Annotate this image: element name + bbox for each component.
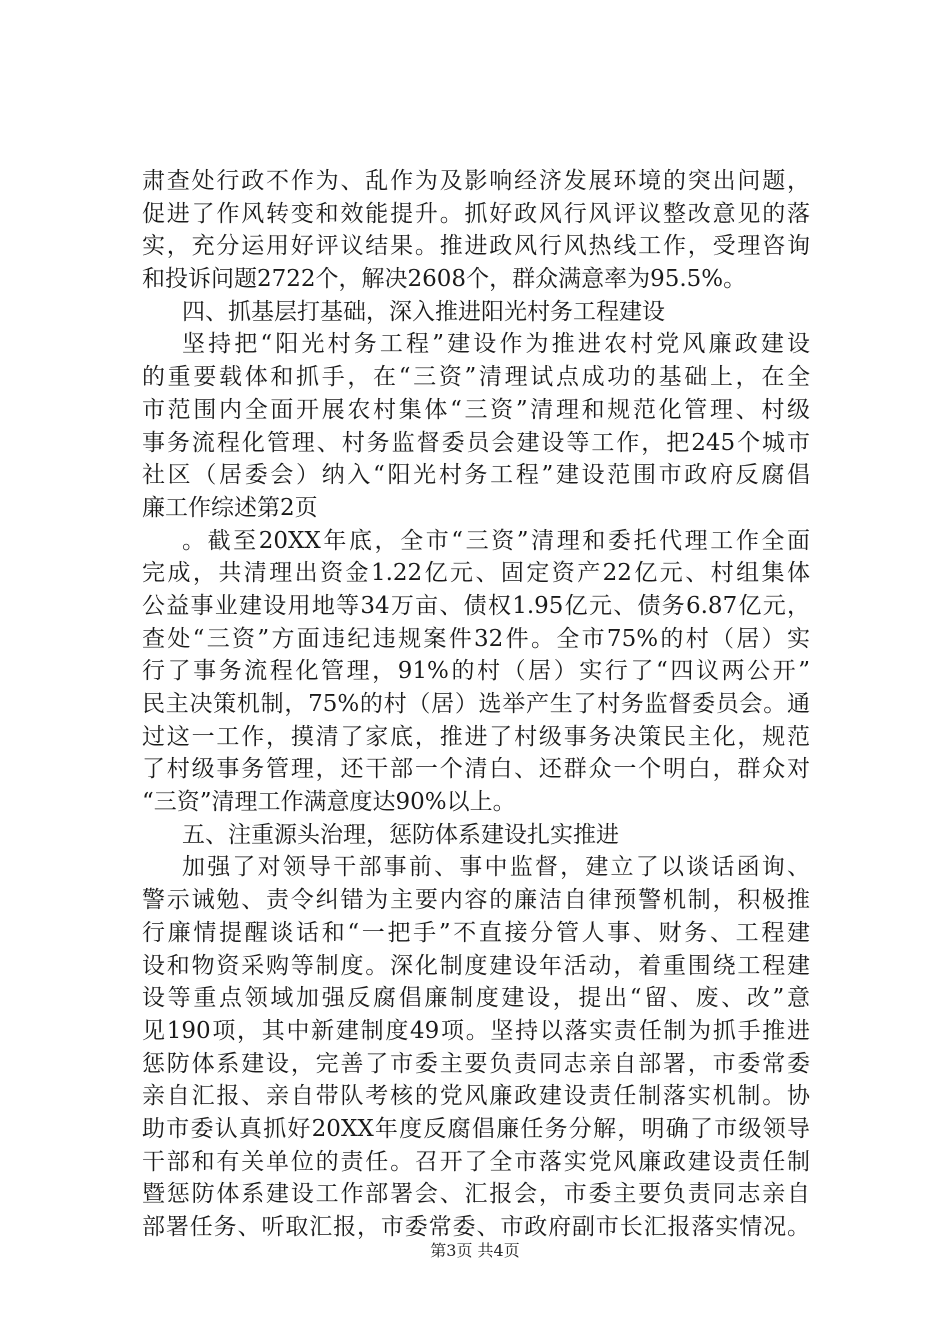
text-line-29: 亲自汇报、亲自带队考核的党风廉政建设责任制落实机制。协 bbox=[142, 1083, 810, 1110]
text-line-31: 干部和有关单位的责任。召开了全市落实党风廉政建设责任制 bbox=[142, 1148, 810, 1175]
text-line-22: 加强了对领导干部事前、事中监督，建立了以谈话函询、 bbox=[182, 854, 810, 881]
text-line-33: 部署任务、听取汇报，市委常委、市政府副市长汇报落实情况。 bbox=[142, 1214, 810, 1240]
text-line-11: 廉工作综述第2页 bbox=[142, 494, 318, 521]
text-line-6: 坚持把“阳光村务工程”建设作为推进农村党风廉政建设 bbox=[182, 331, 810, 358]
text-line-27: 见190项，其中新建制度49项。坚持以落实责任制为抓手推进 bbox=[142, 1017, 810, 1044]
text-line-4: 和投诉问题2722个，解决2608个，群众满意率为95.5%。 bbox=[142, 266, 747, 293]
text-line-17: 民主决策机制，75%的村（居）选举产生了村务监督委员会。通 bbox=[142, 691, 810, 717]
text-line-9: 事务流程化管理、村务监督委员会建设等工作，把245个城市 bbox=[142, 429, 810, 456]
text-line-2: 促进了作风转变和效能提升。抓好政风行风评议整改意见的落 bbox=[142, 200, 810, 227]
text-line-12: 。截至20XX年底，全市“三资”清理和委托代理工作全面 bbox=[182, 527, 810, 554]
text-line-26: 设等重点领域加强反腐倡廉制度建设，提出“留、废、改”意 bbox=[142, 985, 810, 1012]
text-line-24: 行廉情提醒谈话和“一把手”不直接分管人事、财务、工程建 bbox=[142, 919, 810, 946]
text-line-15: 查处“三资”方面违纪违规案件32件。全市75%的村（居）实 bbox=[142, 625, 810, 652]
page-footer: 第3页 共4页 bbox=[430, 1241, 520, 1260]
text-line-14: 公益事业建设用地等34万亩、债权1.95亿元、债务6.87亿元， bbox=[142, 592, 810, 619]
text-line-3: 实，充分运用好评议结果。推进政风行风热线工作，受理咨询 bbox=[142, 233, 810, 260]
text-line-32: 暨惩防体系建设工作部署会、汇报会，市委主要负责同志亲自 bbox=[142, 1181, 810, 1208]
text-line-23: 警示诫勉、责令纠错为主要内容的廉洁自律预警机制，积极推 bbox=[142, 887, 810, 914]
text-line-18: 过这一工作，摸清了家底，推进了村级事务决策民主化，规范 bbox=[142, 723, 810, 750]
text-line-13: 完成，共清理出资金1.22亿元、固定资产22亿元、村组集体 bbox=[142, 560, 810, 587]
text-line-7: 的重要载体和抓手，在“三资”清理试点成功的基础上，在全 bbox=[142, 364, 810, 391]
text-line-28: 惩防体系建设，完善了市委主要负责同志亲自部署，市委常委 bbox=[142, 1050, 810, 1077]
text-line-20: “三资”清理工作满意度达90%以上。 bbox=[142, 789, 516, 816]
text-line-1: 肃查处行政不作为、乱作为及影响经济发展环境的突出问题， bbox=[142, 168, 810, 194]
text-line-10: 社区（居委会）纳入“阳光村务工程”建设范围市政府反腐倡 bbox=[142, 462, 810, 489]
text-line-16: 行了事务流程化管理，91%的村（居）实行了“四议两公开” bbox=[142, 658, 810, 685]
text-line-25: 设和物资采购等制度。深化制度建设年活动，着重围绕工程建 bbox=[142, 952, 810, 979]
section-heading-5: 五、注重源头治理，惩防体系建设扎实推进 bbox=[182, 821, 619, 848]
document-body bbox=[142, 165, 810, 1244]
text-line-19: 了村级事务管理，还干部一个清白、还群众一个明白，群众对 bbox=[142, 756, 810, 783]
text-line-30: 助市委认真抓好20XX年度反腐倡廉任务分解，明确了市级领导 bbox=[142, 1115, 810, 1142]
text-line-8: 市范围内全面开展农村集体“三资”清理和规范化管理、村级 bbox=[142, 396, 810, 423]
section-heading-4: 四、抓基层打基础，深入推进阳光村务工程建设 bbox=[182, 298, 665, 325]
